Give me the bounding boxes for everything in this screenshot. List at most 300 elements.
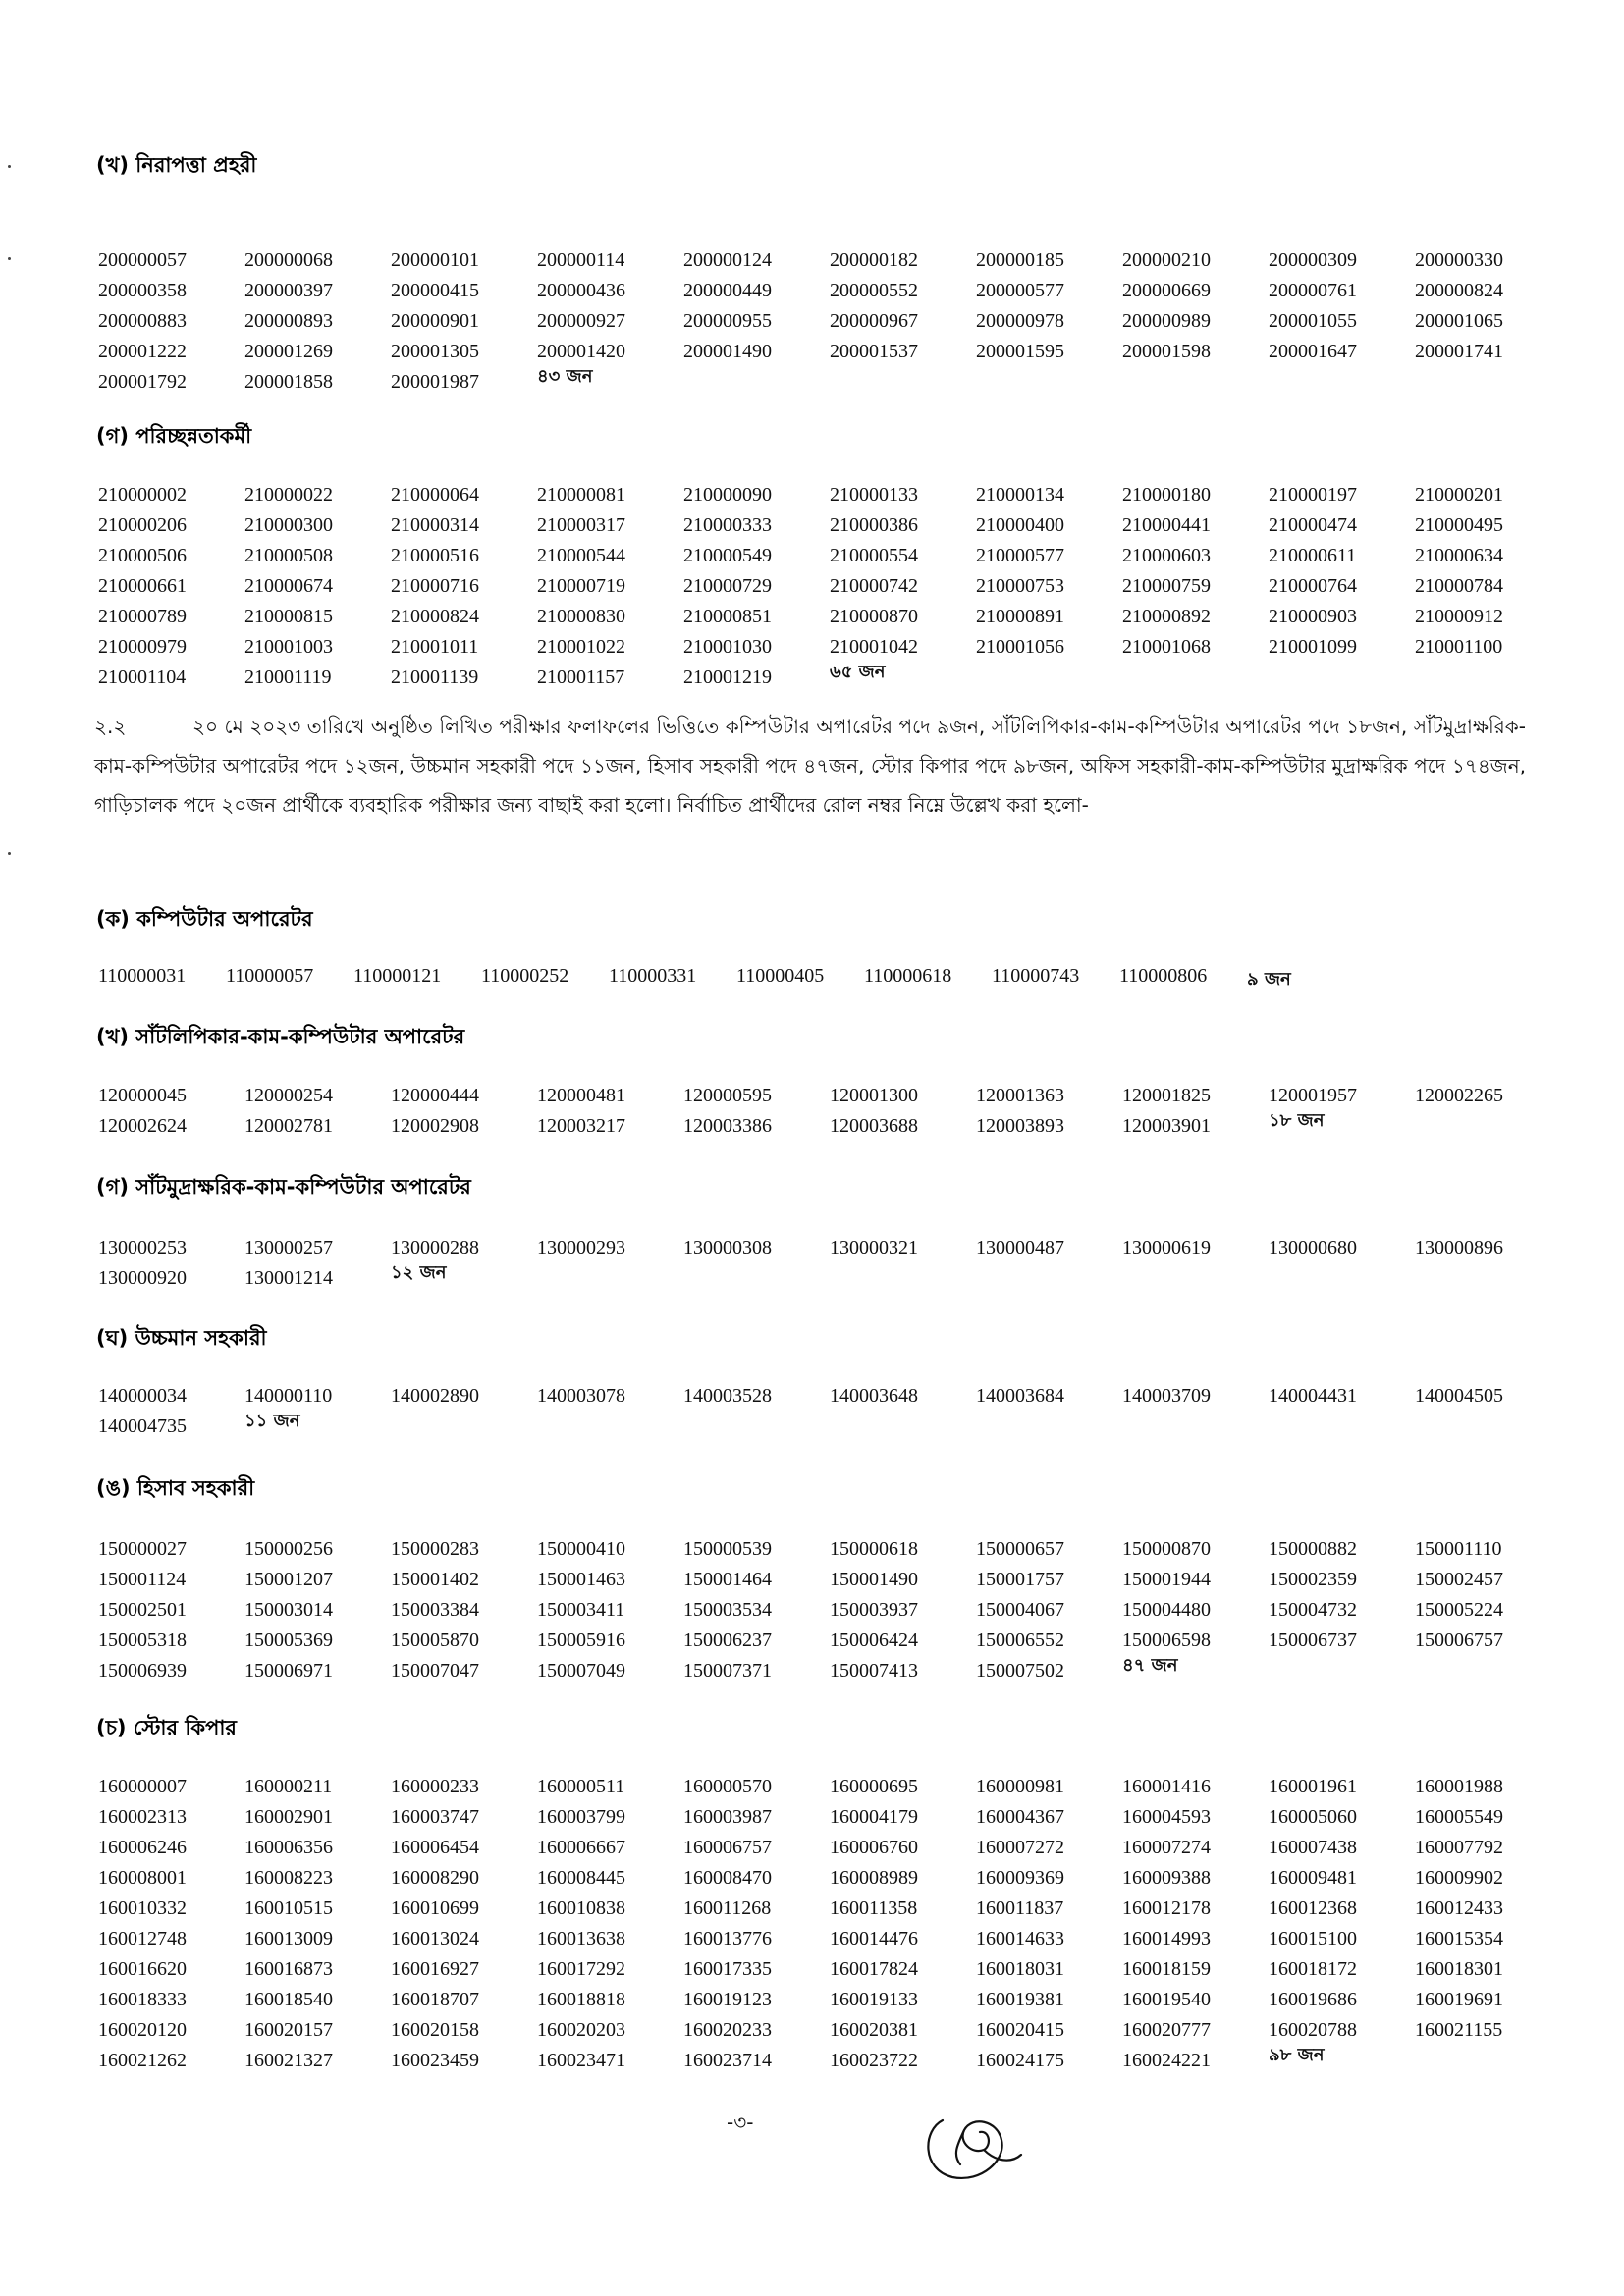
roll-grid-cleaner bbox=[98, 480, 1561, 693]
roll-number: 150001463 bbox=[537, 1569, 625, 1590]
roll-number: 110000121 bbox=[353, 965, 442, 987]
roll-number: 210000386 bbox=[830, 514, 918, 536]
roll-number: 120002781 bbox=[244, 1115, 333, 1137]
roll-number: 160005060 bbox=[1269, 1806, 1357, 1828]
roll-number: 160013024 bbox=[391, 1928, 479, 1949]
roll-number: 150005916 bbox=[537, 1629, 625, 1651]
roll-number: 160007274 bbox=[1122, 1837, 1211, 1858]
roll-number: 210000300 bbox=[244, 514, 333, 536]
roll-number: 210001100 bbox=[1415, 636, 1503, 658]
roll-number: 160006356 bbox=[244, 1837, 333, 1858]
roll-number: 200001420 bbox=[537, 341, 625, 362]
scan-mark bbox=[8, 852, 11, 855]
roll-number: 210000815 bbox=[244, 606, 333, 627]
roll-number: 200000210 bbox=[1122, 249, 1211, 271]
page-number: -৩- bbox=[727, 2110, 754, 2134]
roll-number: 210000516 bbox=[391, 545, 479, 566]
roll-number: 160000007 bbox=[98, 1776, 187, 1797]
roll-number: 150007371 bbox=[683, 1660, 772, 1682]
roll-number: 150005224 bbox=[1415, 1599, 1503, 1621]
roll-number: 210000197 bbox=[1269, 484, 1357, 506]
roll-number: 160001988 bbox=[1415, 1776, 1503, 1797]
roll-number: 160015354 bbox=[1415, 1928, 1503, 1949]
roll-number: 160013638 bbox=[537, 1928, 625, 1949]
roll-number: 210001042 bbox=[830, 636, 918, 658]
roll-number: 150001757 bbox=[976, 1569, 1064, 1590]
roll-number: 160016873 bbox=[244, 1958, 333, 1980]
roll-number: 150000618 bbox=[830, 1538, 918, 1560]
roll-number: 160008001 bbox=[98, 1867, 187, 1889]
roll-number: 160023722 bbox=[830, 2050, 918, 2071]
roll-number: 150006737 bbox=[1269, 1629, 1357, 1651]
roll-number: 160004179 bbox=[830, 1806, 918, 1828]
roll-number: 160018172 bbox=[1269, 1958, 1357, 1980]
roll-number: 160008290 bbox=[391, 1867, 479, 1889]
roll-number: 130000321 bbox=[830, 1237, 918, 1258]
roll-number: 210000180 bbox=[1122, 484, 1211, 506]
roll-number: 160000570 bbox=[683, 1776, 772, 1797]
roll-number: 150003534 bbox=[683, 1599, 772, 1621]
roll-number: 160001961 bbox=[1269, 1776, 1357, 1797]
roll-number: 110000057 bbox=[226, 965, 314, 987]
roll-number: 210000090 bbox=[683, 484, 772, 506]
roll-number: 210000317 bbox=[537, 514, 625, 536]
roll-number: 120003217 bbox=[537, 1115, 625, 1137]
roll-number: 210000753 bbox=[976, 575, 1064, 597]
roll-number: 200000309 bbox=[1269, 249, 1357, 271]
roll-number: 160019691 bbox=[1415, 1989, 1503, 2010]
roll-number: 210000577 bbox=[976, 545, 1064, 566]
roll-number: 160006454 bbox=[391, 1837, 479, 1858]
roll-number: 210000891 bbox=[976, 606, 1064, 627]
paragraph-number: ২.২ bbox=[94, 715, 127, 738]
roll-number: 210001056 bbox=[976, 636, 1064, 658]
roll-number: 150006971 bbox=[244, 1660, 333, 1682]
roll-number: 110000331 bbox=[609, 965, 697, 987]
roll-number: 160008223 bbox=[244, 1867, 333, 1889]
roll-number: 160012433 bbox=[1415, 1897, 1503, 1919]
roll-grid-store-keeper bbox=[98, 1772, 1561, 2076]
roll-number: 210001030 bbox=[683, 636, 772, 658]
roll-number: 150003384 bbox=[391, 1599, 479, 1621]
roll-number: 210000081 bbox=[537, 484, 625, 506]
roll-number: 200001792 bbox=[98, 371, 187, 393]
candidate-count: ৪৩ জন bbox=[537, 366, 593, 387]
roll-number: 200000927 bbox=[537, 310, 625, 332]
roll-number: 110000405 bbox=[736, 965, 825, 987]
roll-number: 200000397 bbox=[244, 280, 333, 301]
roll-number: 150000870 bbox=[1122, 1538, 1211, 1560]
candidate-count: ১২ জন bbox=[391, 1262, 447, 1283]
roll-number: 150006939 bbox=[98, 1660, 187, 1682]
roll-number: 200001537 bbox=[830, 341, 918, 362]
section-heading-typist: (গ) সাঁটমুদ্রাক্ষরিক-কাম-কম্পিউটার অপারেটর bbox=[96, 1175, 471, 1199]
roll-number: 210000508 bbox=[244, 545, 333, 566]
roll-grid-uda bbox=[98, 1381, 1561, 1442]
roll-number: 130000896 bbox=[1415, 1237, 1503, 1258]
roll-number: 210001157 bbox=[537, 667, 625, 688]
roll-number: 150006237 bbox=[683, 1629, 772, 1651]
roll-number: 150001490 bbox=[830, 1569, 918, 1590]
roll-number: 160018031 bbox=[976, 1958, 1064, 1980]
roll-number: 150002457 bbox=[1415, 1569, 1503, 1590]
roll-number: 210000549 bbox=[683, 545, 772, 566]
roll-number: 140000110 bbox=[244, 1385, 333, 1407]
roll-number: 130000253 bbox=[98, 1237, 187, 1258]
roll-number: 200001269 bbox=[244, 341, 333, 362]
roll-number: 210000784 bbox=[1415, 575, 1503, 597]
roll-number: 140003709 bbox=[1122, 1385, 1211, 1407]
candidate-count: ১৮ জন bbox=[1269, 1110, 1325, 1131]
roll-number: 140003528 bbox=[683, 1385, 772, 1407]
roll-number: 160019540 bbox=[1122, 1989, 1211, 2010]
roll-number: 150006598 bbox=[1122, 1629, 1211, 1651]
roll-number: 210000554 bbox=[830, 545, 918, 566]
roll-number: 150004732 bbox=[1269, 1599, 1357, 1621]
roll-number: 200000415 bbox=[391, 280, 479, 301]
roll-number: 210000729 bbox=[683, 575, 772, 597]
roll-number: 120001825 bbox=[1122, 1085, 1211, 1106]
roll-number: 150005318 bbox=[98, 1629, 187, 1651]
roll-number: 160014993 bbox=[1122, 1928, 1211, 1949]
roll-number: 120002624 bbox=[98, 1115, 187, 1137]
section-heading-store-keeper: (চ) স্টোর কিপার bbox=[96, 1716, 237, 1739]
roll-number: 160018159 bbox=[1122, 1958, 1211, 1980]
roll-number: 200000552 bbox=[830, 280, 918, 301]
roll-number: 160020233 bbox=[683, 2019, 772, 2041]
roll-number: 120001957 bbox=[1269, 1085, 1357, 1106]
roll-number: 200000358 bbox=[98, 280, 187, 301]
roll-number: 200000185 bbox=[976, 249, 1064, 271]
roll-number: 150007047 bbox=[391, 1660, 479, 1682]
roll-number: 210001011 bbox=[391, 636, 479, 658]
roll-number: 210000506 bbox=[98, 545, 187, 566]
roll-number: 210000611 bbox=[1269, 545, 1357, 566]
roll-number: 200000068 bbox=[244, 249, 333, 271]
roll-number: 160007792 bbox=[1415, 1837, 1503, 1858]
roll-number: 160020157 bbox=[244, 2019, 333, 2041]
roll-number: 150004067 bbox=[976, 1599, 1064, 1621]
roll-number: 160024175 bbox=[976, 2050, 1064, 2071]
roll-number: 210000002 bbox=[98, 484, 187, 506]
roll-number: 120000254 bbox=[244, 1085, 333, 1106]
roll-number: 160009481 bbox=[1269, 1867, 1357, 1889]
roll-number: 160018301 bbox=[1415, 1958, 1503, 1980]
paragraph-2-2 bbox=[94, 707, 1526, 825]
roll-number: 200001741 bbox=[1415, 341, 1503, 362]
roll-number: 150007413 bbox=[830, 1660, 918, 1682]
roll-number: 160019133 bbox=[830, 1989, 918, 2010]
candidate-count: ৯৮ জন bbox=[1269, 2045, 1325, 2065]
candidate-count: ৪৭ জন bbox=[1122, 1655, 1178, 1676]
roll-number: 210000719 bbox=[537, 575, 625, 597]
roll-number: 150001207 bbox=[244, 1569, 333, 1590]
roll-number: 210000133 bbox=[830, 484, 918, 506]
roll-number: 130000257 bbox=[244, 1237, 333, 1258]
roll-number: 140002890 bbox=[391, 1385, 479, 1407]
roll-number: 120003901 bbox=[1122, 1115, 1211, 1137]
roll-number: 200001858 bbox=[244, 371, 333, 393]
roll-number: 110000743 bbox=[992, 965, 1080, 987]
roll-number: 160020381 bbox=[830, 2019, 918, 2041]
roll-number: 210000764 bbox=[1269, 575, 1357, 597]
roll-number: 200001595 bbox=[976, 341, 1064, 362]
roll-number: 210000674 bbox=[244, 575, 333, 597]
roll-number: 120002265 bbox=[1415, 1085, 1503, 1106]
roll-number: 140004431 bbox=[1269, 1385, 1357, 1407]
roll-number: 160005549 bbox=[1415, 1806, 1503, 1828]
roll-number: 200000436 bbox=[537, 280, 625, 301]
roll-number: 210001068 bbox=[1122, 636, 1211, 658]
roll-number: 200001055 bbox=[1269, 310, 1357, 332]
roll-grid-typist bbox=[98, 1233, 1561, 1294]
roll-number: 160010332 bbox=[98, 1897, 187, 1919]
roll-number: 160010699 bbox=[391, 1897, 479, 1919]
roll-number: 160023471 bbox=[537, 2050, 625, 2071]
roll-number: 210000824 bbox=[391, 606, 479, 627]
roll-number: 210001099 bbox=[1269, 636, 1357, 658]
roll-number: 160019123 bbox=[683, 1989, 772, 2010]
roll-number: 150003014 bbox=[244, 1599, 333, 1621]
roll-number: 160012178 bbox=[1122, 1897, 1211, 1919]
roll-number: 120001363 bbox=[976, 1085, 1064, 1106]
roll-number: 200001065 bbox=[1415, 310, 1503, 332]
roll-number: 160000211 bbox=[244, 1776, 333, 1797]
roll-number: 160019686 bbox=[1269, 1989, 1357, 2010]
roll-number: 160011358 bbox=[830, 1897, 918, 1919]
roll-number: 210000134 bbox=[976, 484, 1064, 506]
roll-grid-security bbox=[98, 245, 1561, 398]
roll-number: 150001464 bbox=[683, 1569, 772, 1590]
roll-number: 200001490 bbox=[683, 341, 772, 362]
roll-number: 210000064 bbox=[391, 484, 479, 506]
roll-number: 160021327 bbox=[244, 2050, 333, 2071]
roll-number: 140000034 bbox=[98, 1385, 187, 1407]
roll-number: 200000893 bbox=[244, 310, 333, 332]
roll-number: 160000695 bbox=[830, 1776, 918, 1797]
roll-number: 210000830 bbox=[537, 606, 625, 627]
roll-number: 120000481 bbox=[537, 1085, 625, 1106]
signature bbox=[913, 2101, 1031, 2189]
roll-number: 160000233 bbox=[391, 1776, 479, 1797]
roll-number: 130000920 bbox=[98, 1267, 187, 1289]
roll-number: 150000539 bbox=[683, 1538, 772, 1560]
roll-number: 200000449 bbox=[683, 280, 772, 301]
roll-number: 160018540 bbox=[244, 1989, 333, 2010]
roll-number: 160018333 bbox=[98, 1989, 187, 2010]
roll-number: 120003688 bbox=[830, 1115, 918, 1137]
roll-number: 160014633 bbox=[976, 1928, 1064, 1949]
roll-number: 110000031 bbox=[98, 965, 187, 987]
roll-number: 130000619 bbox=[1122, 1237, 1211, 1258]
roll-number: 110000252 bbox=[481, 965, 569, 987]
roll-grid-steno bbox=[98, 1081, 1561, 1142]
scan-mark bbox=[8, 165, 11, 168]
roll-number: 150000027 bbox=[98, 1538, 187, 1560]
roll-number: 160008470 bbox=[683, 1867, 772, 1889]
roll-number: 160020777 bbox=[1122, 2019, 1211, 2041]
roll-number: 150007502 bbox=[976, 1660, 1064, 1682]
roll-number: 160008989 bbox=[830, 1867, 918, 1889]
roll-number: 160003987 bbox=[683, 1806, 772, 1828]
roll-number: 210000892 bbox=[1122, 606, 1211, 627]
roll-number: 160007272 bbox=[976, 1837, 1064, 1858]
roll-number: 150000410 bbox=[537, 1538, 625, 1560]
roll-number: 210001139 bbox=[391, 667, 479, 688]
roll-number: 210000634 bbox=[1415, 545, 1503, 566]
candidate-count: ৯ জন bbox=[1247, 969, 1291, 989]
roll-number: 200001987 bbox=[391, 371, 479, 393]
roll-number: 160017292 bbox=[537, 1958, 625, 1980]
roll-number: 160020415 bbox=[976, 2019, 1064, 2041]
roll-number: 130001214 bbox=[244, 1267, 333, 1289]
scan-mark bbox=[8, 257, 11, 260]
roll-number: 150000882 bbox=[1269, 1538, 1357, 1560]
roll-number: 150003937 bbox=[830, 1599, 918, 1621]
roll-number: 160017335 bbox=[683, 1958, 772, 1980]
roll-number: 160011837 bbox=[976, 1897, 1064, 1919]
roll-number: 120002908 bbox=[391, 1115, 479, 1137]
roll-number: 150005870 bbox=[391, 1629, 479, 1651]
roll-number: 200001647 bbox=[1269, 341, 1357, 362]
roll-number: 150006424 bbox=[830, 1629, 918, 1651]
roll-number: 150002359 bbox=[1269, 1569, 1357, 1590]
roll-number: 160020788 bbox=[1269, 2019, 1357, 2041]
roll-number: 160006246 bbox=[98, 1837, 187, 1858]
roll-number: 110000806 bbox=[1119, 965, 1208, 987]
roll-number: 210000201 bbox=[1415, 484, 1503, 506]
roll-number: 130000680 bbox=[1269, 1237, 1357, 1258]
roll-number: 160003799 bbox=[537, 1806, 625, 1828]
roll-number: 140003684 bbox=[976, 1385, 1064, 1407]
roll-number: 160015100 bbox=[1269, 1928, 1357, 1949]
roll-number: 160024221 bbox=[1122, 2050, 1211, 2071]
roll-number: 200000124 bbox=[683, 249, 772, 271]
roll-row-computer-operator bbox=[98, 965, 1375, 995]
roll-number: 210000603 bbox=[1122, 545, 1211, 566]
section-heading-accounts: (ঙ) হিসাব সহকারী bbox=[96, 1476, 255, 1500]
roll-number: 210000979 bbox=[98, 636, 187, 658]
roll-number: 210000400 bbox=[976, 514, 1064, 536]
section-heading-security: (খ) নিরাপত্তা প্রহরী bbox=[96, 153, 257, 177]
roll-number: 200000669 bbox=[1122, 280, 1211, 301]
roll-number: 120003386 bbox=[683, 1115, 772, 1137]
roll-number: 210000661 bbox=[98, 575, 187, 597]
roll-number: 160017824 bbox=[830, 1958, 918, 1980]
roll-number: 120000444 bbox=[391, 1085, 479, 1106]
roll-number: 160020203 bbox=[537, 2019, 625, 2041]
roll-number: 120000595 bbox=[683, 1085, 772, 1106]
roll-number: 200000955 bbox=[683, 310, 772, 332]
roll-number: 160008445 bbox=[537, 1867, 625, 1889]
roll-number: 200000967 bbox=[830, 310, 918, 332]
roll-number: 210000206 bbox=[98, 514, 187, 536]
roll-grid-accounts bbox=[98, 1534, 1561, 1686]
roll-number: 210001003 bbox=[244, 636, 333, 658]
roll-number: 160018707 bbox=[391, 1989, 479, 2010]
roll-number: 200000901 bbox=[391, 310, 479, 332]
roll-number: 160013776 bbox=[683, 1928, 772, 1949]
roll-number: 150003411 bbox=[537, 1599, 625, 1621]
candidate-count: ১১ জন bbox=[244, 1411, 300, 1431]
roll-number: 160000511 bbox=[537, 1776, 625, 1797]
roll-number: 210001104 bbox=[98, 667, 187, 688]
roll-number: 210000759 bbox=[1122, 575, 1211, 597]
roll-number: 150006757 bbox=[1415, 1629, 1503, 1651]
roll-number: 200000057 bbox=[98, 249, 187, 271]
roll-number: 160014476 bbox=[830, 1928, 918, 1949]
roll-number: 150001124 bbox=[98, 1569, 187, 1590]
roll-number: 160020120 bbox=[98, 2019, 187, 2041]
roll-number: 150002501 bbox=[98, 1599, 187, 1621]
roll-number: 160023714 bbox=[683, 2050, 772, 2071]
roll-number: 200001598 bbox=[1122, 341, 1211, 362]
roll-number: 210000474 bbox=[1269, 514, 1357, 536]
roll-number: 150001944 bbox=[1122, 1569, 1211, 1590]
roll-number: 150000283 bbox=[391, 1538, 479, 1560]
roll-number: 130000293 bbox=[537, 1237, 625, 1258]
section-heading-uda: (ঘ) উচ্চমান সহকারী bbox=[96, 1326, 267, 1350]
section-heading-computer-operator: (ক) কম্পিউটার অপারেটর bbox=[96, 907, 313, 931]
paragraph-text: ২০ মে ২০২৩ তারিখে অনুষ্ঠিত লিখিত পরীক্ষার ফলাফলের ভিত্তিতে কম্পিউটার অপারেটর পদে ৯জন, সাঁটলিপিকার-কাম-কম্পিউটার অপারেটর পদে ১৮জন, সাঁটমুদ্রাক্ষরিক-কাম-কম্পিউটার অপারেটর পদে ১২জন, উচ্চমান সহকারী পদে ১১জন, হিসাব সহকারী পদে ৪৭জন, স্টোর কিপার পদে ৯৮জন, অফিস সহকারী-কাম-কম্পিউটার মুদ্রাক্ষরিক পদে ১৭৪জন, গাড়িচালক পদে ২০জন প্রার্থীকে ব্যবহারিক পরীক্ষার জন্য বাছাই করা হলো। নির্বাচিত প্রার্থীদের রোল নম্বর নিম্নে উল্লেখ করা হলো- bbox=[94, 715, 1526, 817]
roll-number: 160013009 bbox=[244, 1928, 333, 1949]
roll-number: 160004367 bbox=[976, 1806, 1064, 1828]
roll-number: 160021262 bbox=[98, 2050, 187, 2071]
roll-number: 200000330 bbox=[1415, 249, 1503, 271]
roll-number: 210000716 bbox=[391, 575, 479, 597]
roll-number: 210000903 bbox=[1269, 606, 1357, 627]
roll-number: 160021155 bbox=[1415, 2019, 1503, 2041]
roll-number: 140004735 bbox=[98, 1415, 187, 1437]
roll-number: 200001305 bbox=[391, 341, 479, 362]
roll-number: 200000577 bbox=[976, 280, 1064, 301]
roll-number: 130000288 bbox=[391, 1237, 479, 1258]
roll-number: 160002313 bbox=[98, 1806, 187, 1828]
roll-number: 140003648 bbox=[830, 1385, 918, 1407]
roll-number: 200000824 bbox=[1415, 280, 1503, 301]
roll-number: 130000308 bbox=[683, 1237, 772, 1258]
roll-number: 150000256 bbox=[244, 1538, 333, 1560]
roll-number: 160020158 bbox=[391, 2019, 479, 2041]
roll-number: 200000989 bbox=[1122, 310, 1211, 332]
roll-number: 120003893 bbox=[976, 1115, 1064, 1137]
roll-number: 160018818 bbox=[537, 1989, 625, 2010]
section-heading-steno: (খ) সাঁটলিপিকার-কাম-কম্পিউটার অপারেটর bbox=[96, 1025, 465, 1048]
roll-number: 160009388 bbox=[1122, 1867, 1211, 1889]
roll-number: 210000314 bbox=[391, 514, 479, 536]
roll-number: 150001110 bbox=[1415, 1538, 1502, 1560]
roll-number: 210000441 bbox=[1122, 514, 1211, 536]
roll-number: 110000618 bbox=[864, 965, 952, 987]
roll-number: 210000333 bbox=[683, 514, 772, 536]
roll-number: 160001416 bbox=[1122, 1776, 1211, 1797]
roll-number: 160006667 bbox=[537, 1837, 625, 1858]
roll-number: 160000981 bbox=[976, 1776, 1064, 1797]
roll-number: 200000114 bbox=[537, 249, 625, 271]
roll-number: 200000978 bbox=[976, 310, 1064, 332]
roll-number: 210000912 bbox=[1415, 606, 1503, 627]
roll-number: 210000544 bbox=[537, 545, 625, 566]
roll-number: 210000870 bbox=[830, 606, 918, 627]
roll-number: 160009902 bbox=[1415, 1867, 1503, 1889]
roll-number: 200000883 bbox=[98, 310, 187, 332]
candidate-count: ৬৫ জন bbox=[830, 662, 886, 682]
roll-number: 160010515 bbox=[244, 1897, 333, 1919]
roll-number: 160023459 bbox=[391, 2050, 479, 2071]
roll-number: 150006552 bbox=[976, 1629, 1064, 1651]
roll-number: 210000851 bbox=[683, 606, 772, 627]
roll-number: 160016927 bbox=[391, 1958, 479, 1980]
